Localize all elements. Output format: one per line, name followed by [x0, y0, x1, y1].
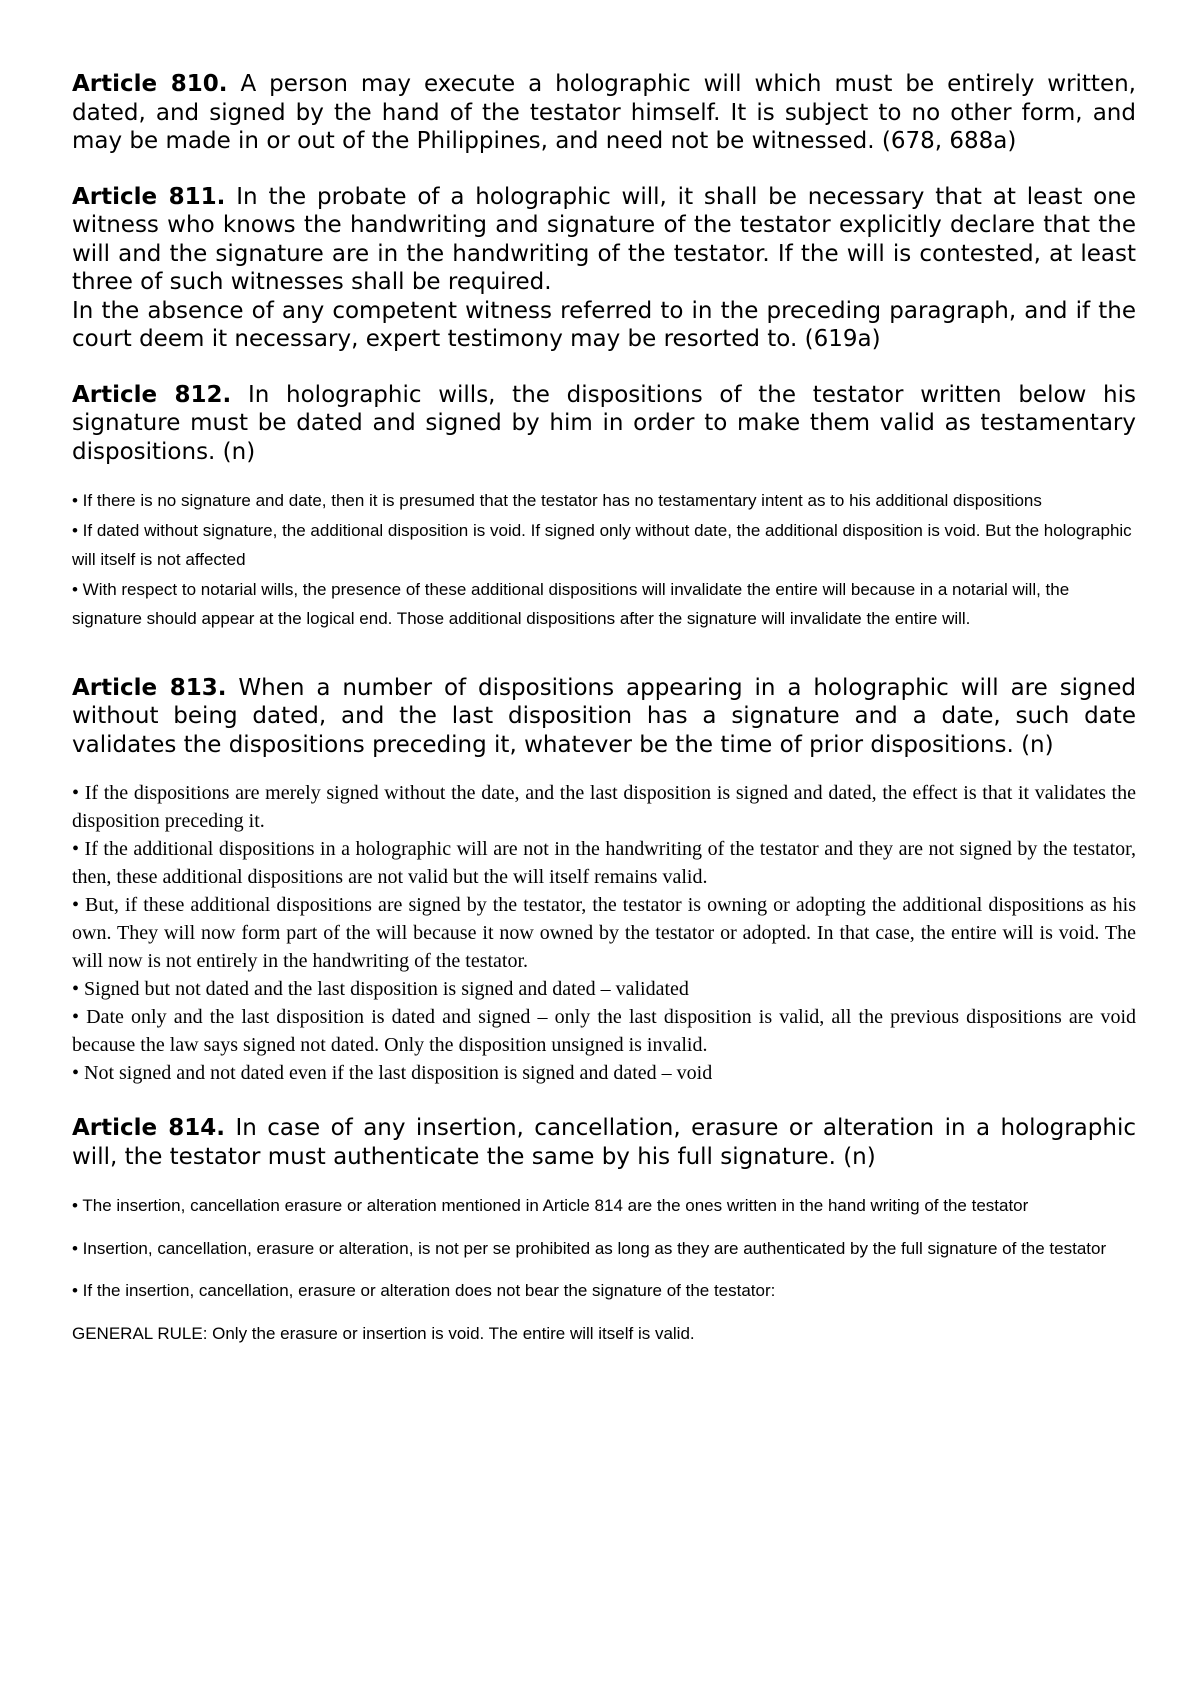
- article-811-paragraph-2: In the absence of any competent witness referred to in the preceding paragraph, and if the court deem it necessary, expert testimony may be resorted to. (619a): [72, 297, 1136, 352]
- article-814: [72, 1114, 1136, 1171]
- article-heading: Article 811.: [72, 183, 226, 210]
- note-item: • Not signed and not dated even if the last disposition is signed and dated – void: [72, 1062, 713, 1084]
- document-page: [72, 70, 1136, 1348]
- article-812: [72, 381, 1136, 467]
- note-item: • But, if these additional dispositions are signed by the testator, the testator is owning or adopting the additional dispositions as his own. They will now form part of the will because it now owned by the testator or adopted. In that case, the entire will is void. The will now is not entirely in the handwriting of the testator.: [72, 894, 1136, 972]
- note-item: • Insertion, cancellation, erasure or alteration, is not per se prohibited as long as they are authenticated by the full signature of the testator: [72, 1238, 1107, 1258]
- article-text: In holographic wills, the dispositions of the testator written below his signature must be dated and signed by him in order to make them valid as testamentary dispositions. (n): [72, 381, 1136, 465]
- article-text: A person may execute a holographic will which must be entirely written, dated, and signed by the hand of the testator himself. It is subject to no other form, and may be made in or out of the Philippines, and need not be witnessed. (678, 688a): [72, 71, 1136, 154]
- note-item: • If there is no signature and date, then it is presumed that the testator has no testamentary intent as to his additional dispositions: [72, 491, 1042, 510]
- article-813: [72, 674, 1136, 760]
- general-rule: GENERAL RULE: Only the erasure or insertion is void. The entire will itself is valid.: [72, 1323, 695, 1343]
- note-item: • Date only and the last disposition is dated and signed – only the last disposition is valid, all the previous dispositions are void because the law says signed not dated. Only the disposition unsigned is invalid.: [72, 1006, 1136, 1056]
- note-item: • If the dispositions are merely signed without the date, and the last disposition is signed and dated, the effect is that it validates the disposition preceding it.: [72, 782, 1136, 832]
- article-heading: Article 810.: [72, 71, 228, 97]
- article-811: [72, 183, 1136, 297]
- note-item: • If the additional dispositions in a holographic will are not in the handwriting of the testator and they are not signed by the testator, then, these additional dispositions are not valid but the will itself remains valid.: [72, 838, 1136, 888]
- note-item: • Signed but not dated and the last disposition is signed and dated – validated: [72, 978, 689, 1000]
- article-text: In the probate of a holographic will, it shall be necessary that at least one witness who knows the handwriting and signature of the testator explicitly declare that the will and the signature are in the handwriting of the testator. If the will is contested, at least three of such witnesses shall be required.: [72, 183, 1136, 295]
- article-heading: Article 812.: [72, 381, 232, 408]
- article-heading: Article 813.: [72, 674, 227, 701]
- note-item: • If the insertion, cancellation, erasure or alteration does not bear the signature of the testator:: [72, 1281, 776, 1300]
- article-810: [72, 70, 1136, 156]
- note-item: • The insertion, cancellation erasure or alteration mentioned in Article 814 are the ones written in the hand writing of the testator: [72, 1196, 1029, 1215]
- article-heading: Article 814.: [72, 1115, 226, 1141]
- note-item: • If dated without signature, the additional disposition is void. If signed only without date, the additional disposition is void. But the holographic will itself is not affected: [72, 520, 1132, 569]
- article-text: When a number of dispositions appearing in a holographic will are signed without being dated, and the last disposition has a signature and a date, such date validates the dispositions preceding it, whatever be the time of prior dispositions. (n): [72, 674, 1136, 758]
- article-text: In case of any insertion, cancellation, erasure or alteration in a holographic will, the testator must authenticate the same by his full signature. (n): [72, 1115, 1136, 1170]
- note-item: • With respect to notarial wills, the presence of these additional dispositions will invalidate the entire will because in a notarial will, the signature should appear at the logical end. Those additional dispositions after the signature will invalidate the entire will.: [72, 579, 1070, 628]
